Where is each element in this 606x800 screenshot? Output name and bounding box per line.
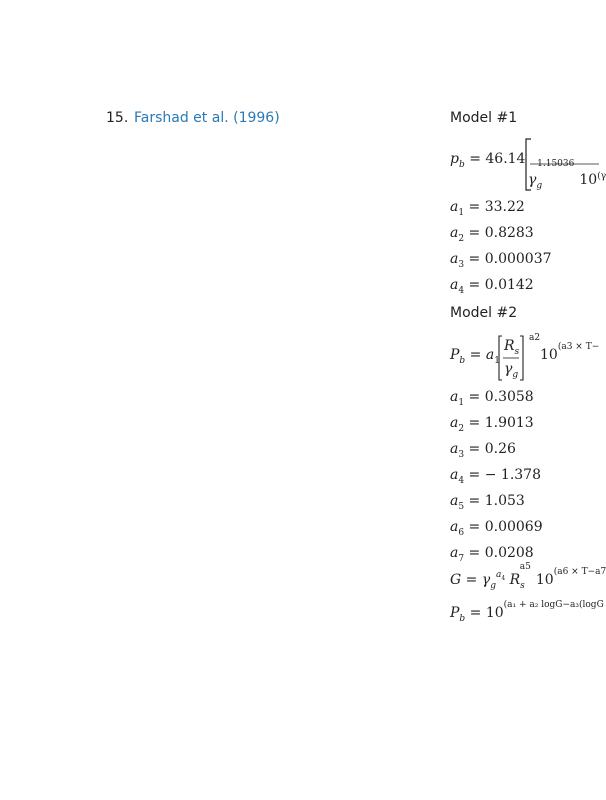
model2-title: Model #2 — [450, 305, 518, 321]
model2-coef-a7: $a_7 = 0.0208$ — [450, 545, 534, 564]
model2-denominator: $\gamma_g$ — [504, 361, 519, 380]
model1-coef-a2: $a_2 = 0.8283$ — [450, 225, 534, 244]
model1-denominator: $\gamma_g^{1.15036}10^{(\gamma}$ — [528, 159, 606, 191]
model1-title: Model #1 — [450, 110, 518, 126]
reference-link[interactable]: Farshad et al. (1996) — [134, 110, 280, 126]
model2-coef-a4: $a_4$ = − 1.378 — [450, 467, 541, 486]
model2-numerator: $R_s$ — [504, 338, 520, 357]
model1-coef-a4: $a_4 = 0.0142$ — [450, 277, 534, 296]
model2-equation-lhs: $P_b = a_1$ — [450, 347, 500, 366]
model2-coef-a1: $a_1 = 0.3058$ — [450, 389, 534, 408]
model2-exponent: a2 — [529, 333, 541, 343]
g-equation: $G = \gamma_g^{a_4}$ $R_s^{a5}10^{(a6 \times T-a7}$ — [450, 562, 606, 591]
model2-coef-a6: $a_6 = 0.00069$ — [450, 519, 543, 538]
model2-coef-a3: $a_3 = 0.26$ — [450, 441, 516, 460]
pb-equation: $P_b = 10^{(a_1 + a_2 logG-a_3(logG}$ — [450, 600, 604, 624]
model2-coef-a2: $a_2 = 1.9013$ — [450, 415, 534, 434]
model2-coef-a5: $a_5 = 1.053$ — [450, 493, 525, 512]
entry-number: 15. — [106, 110, 129, 126]
model2-ten-term: $10^{(a3 \times T-}$ — [540, 342, 600, 363]
model1-coef-a1: $a_1 = 33.22$ — [450, 199, 525, 218]
model1-equation: $p_b = 46.14$ — [450, 151, 526, 170]
model1-coef-a3: $a_3 = 0.000037$ — [450, 251, 552, 270]
